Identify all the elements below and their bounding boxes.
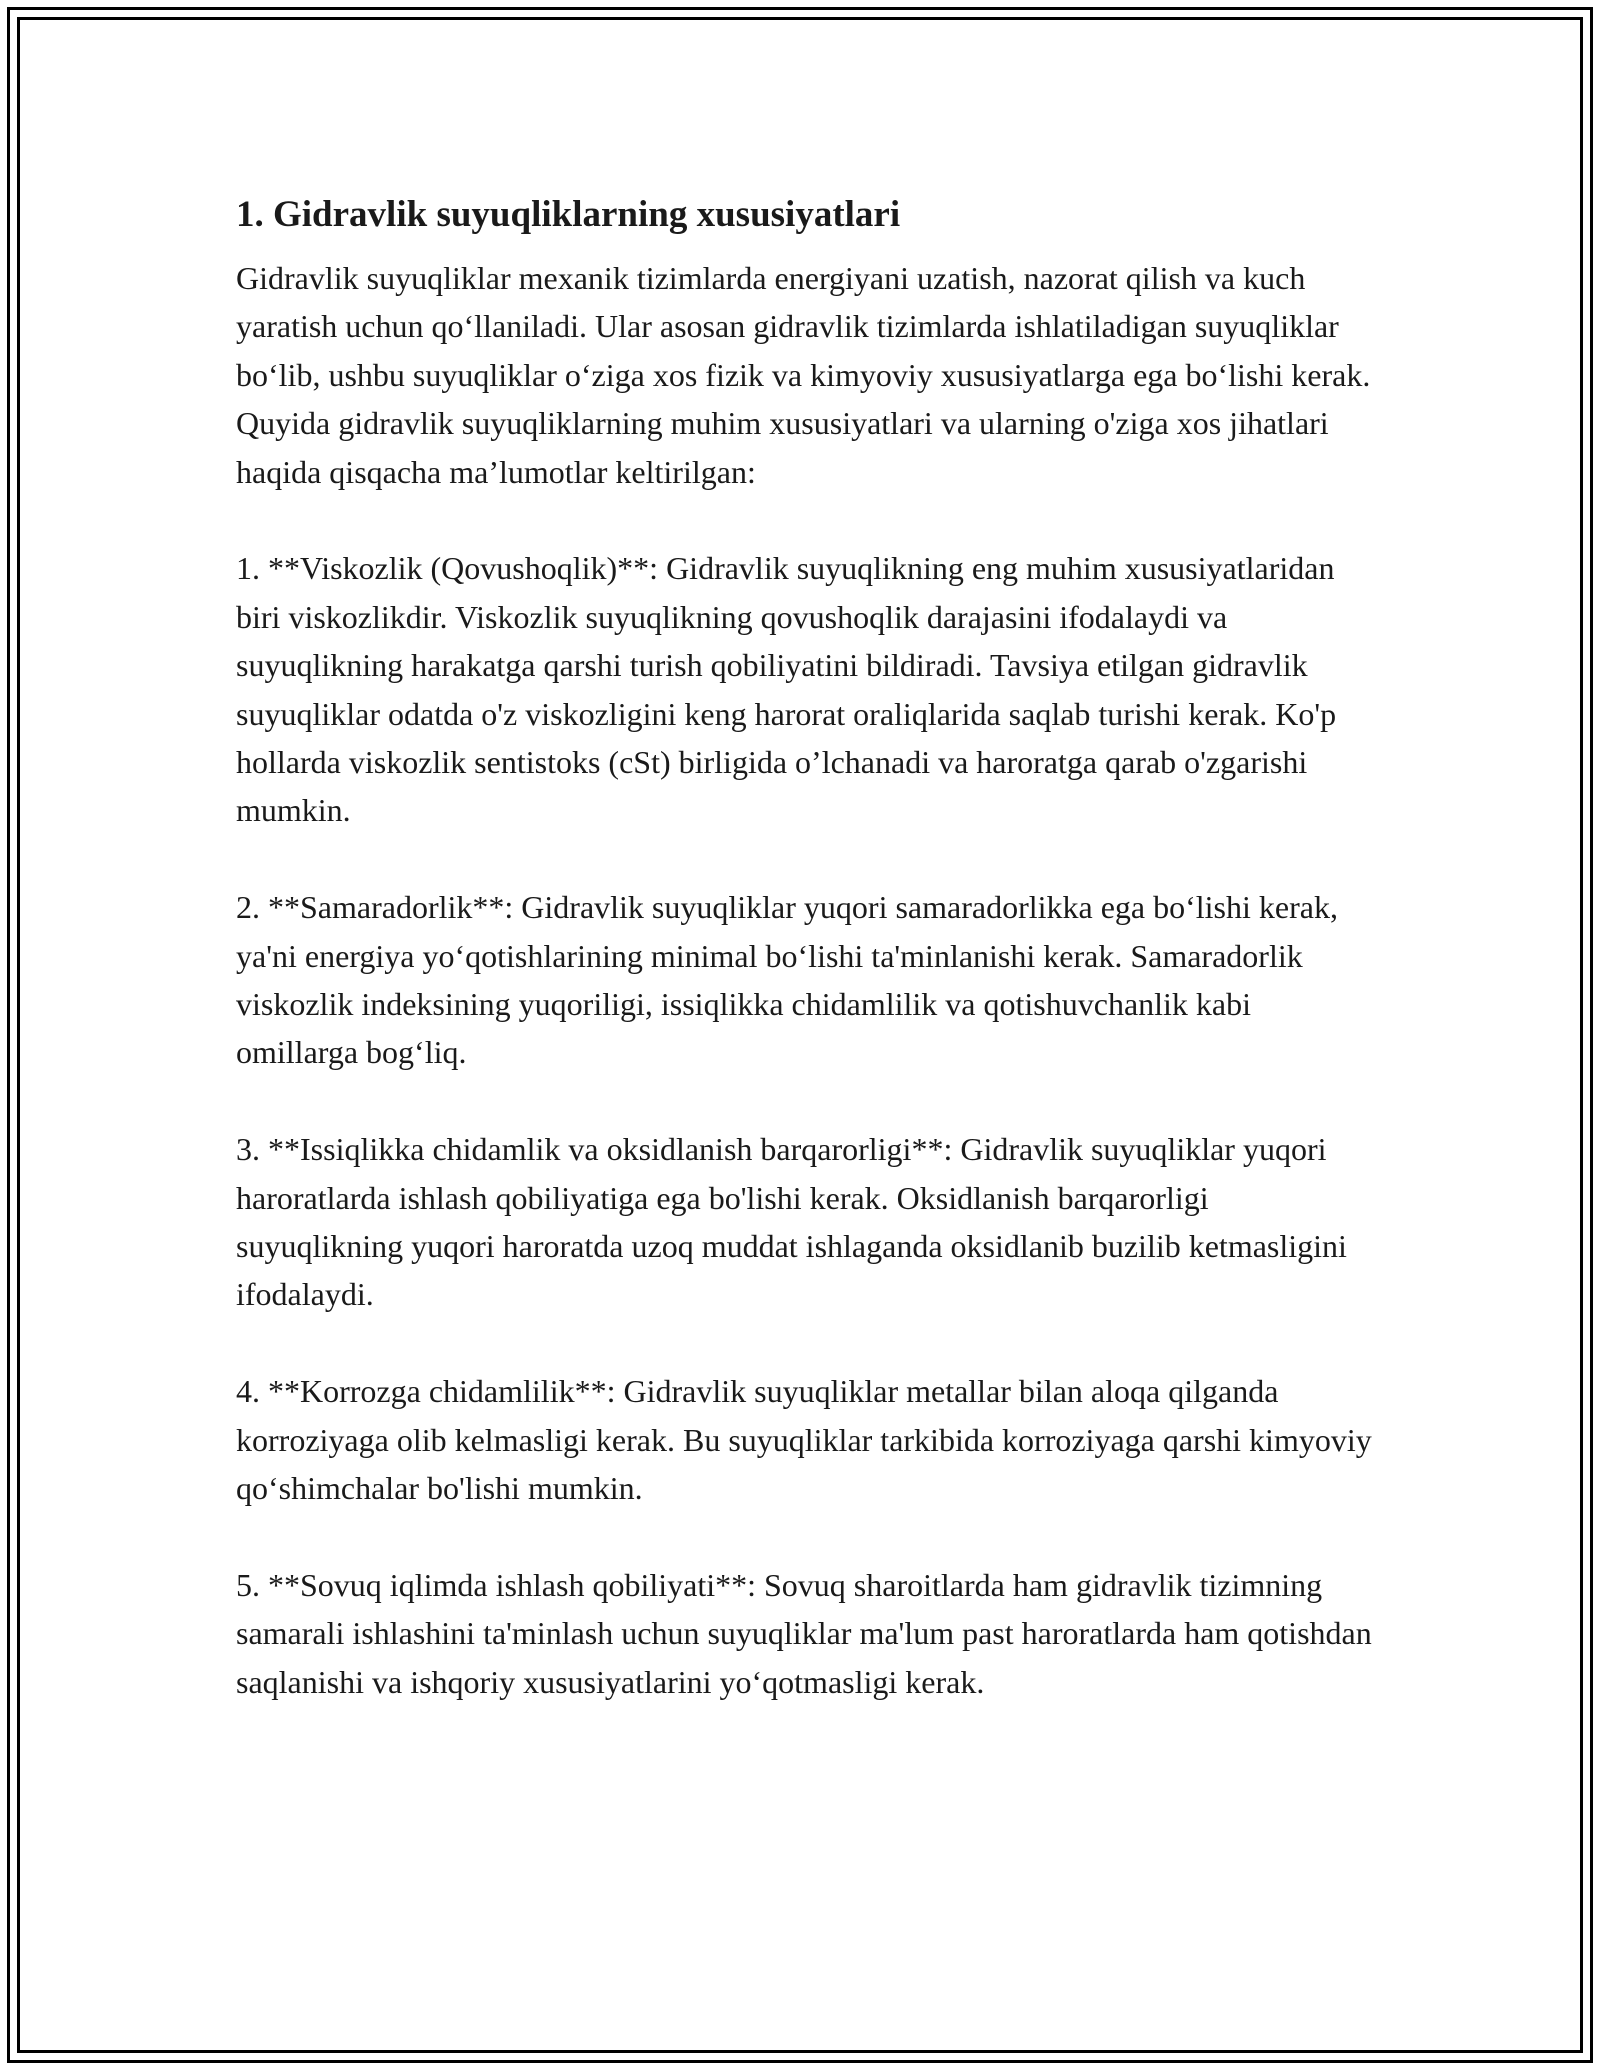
item-sovuq-iqlim: 5. **Sovuq iqlimda ishlash qobiliyati**: Sovuq sharoitlarda ham gidravlik tizimning samarali ishlashini ta'minlash uchun suyuqliklar ma'lum past haroratlarda ham qotishdan saqlanishi va ishqoriy xususiyatlarini yo‘qotmasligi kerak. xyxy=(236,1566,1372,1700)
item-issiqlikka-chidamlik: 3. **Issiqlikka chidamlik va oksidlanish barqarorligi**: Gidravlik suyuqliklar yuqori haroratlarda ishlash qobiliyatiga ega bo'lishi kerak. Oksidlanish barqarorligi suyuqlikning yuqori haroratda uzoq muddat ishlaganda oksidlanib buzilib ketmasligini ifodalaydi. xyxy=(236,1131,1347,1313)
document-heading: 1. Gidravlik suyuqliklarning xususiyatlari xyxy=(236,194,901,235)
item-korrozga-chidamlilik: 4. **Korrozga chidamlilik**: Gidravlik suyuqliklar metallar bilan aloqa qilganda korroziyaga olib kelmasligi kerak. Bu suyuqliklar tarkibida korroziyaga qarshi kimyoviy qo‘shimchalar bo'lishi mumkin. xyxy=(236,1373,1372,1507)
item-samaradorlik: 2. **Samaradorlik**: Gidravlik suyuqliklar yuqori samaradorlikka ega bo‘lishi kerak, ya'ni energiya yo‘qotishlarining minimal bo‘lishi ta'minlanishi kerak. Samaradorlik viskozlik indeksining yuqoriligi, issiqlikka chidamlilik va qotishuvchanlik kabi omillarga bog‘liq. xyxy=(236,889,1338,1071)
document-body xyxy=(236,186,1376,1755)
item-viskozlik: 1. **Viskozlik (Qovushoqlik)**: Gidravlik suyuqlikning eng muhim xususiyatlaridan biri viskozlikdir. Viskozlik suyuqlikning qovushoqlik darajasini ifodalaydi va suyuqlikning harakatga qarshi turish qobiliyatini bildiradi. Tavsiya etilgan gidravlik suyuqliklar odatda o'z viskozligini keng harorat oraliqlarida saqlab turishi kerak. Ko'p hollarda viskozlik sentistoks (cSt) birligida o’lchanadi va haroratga qarab o'zgarishi mumkin. xyxy=(236,550,1337,829)
intro-paragraph: Gidravlik suyuqliklar mexanik tizimlarda energiyani uzatish, nazorat qilish va kuch yaratish uchun qo‘llaniladi. Ular asosan gidravlik tizimlarda ishlatiladigan suyuqliklar bo‘lib, ushbu suyuqliklar o‘ziga xos fizik va kimyoviy xususiyatlarga ega bo‘lishi kerak. Quyida gidravlik suyuqliklarning muhim xususiyatlari va ularning o'ziga xos jihatlari haqida qisqacha ma’lumotlar keltirilgan: xyxy=(236,260,1371,490)
